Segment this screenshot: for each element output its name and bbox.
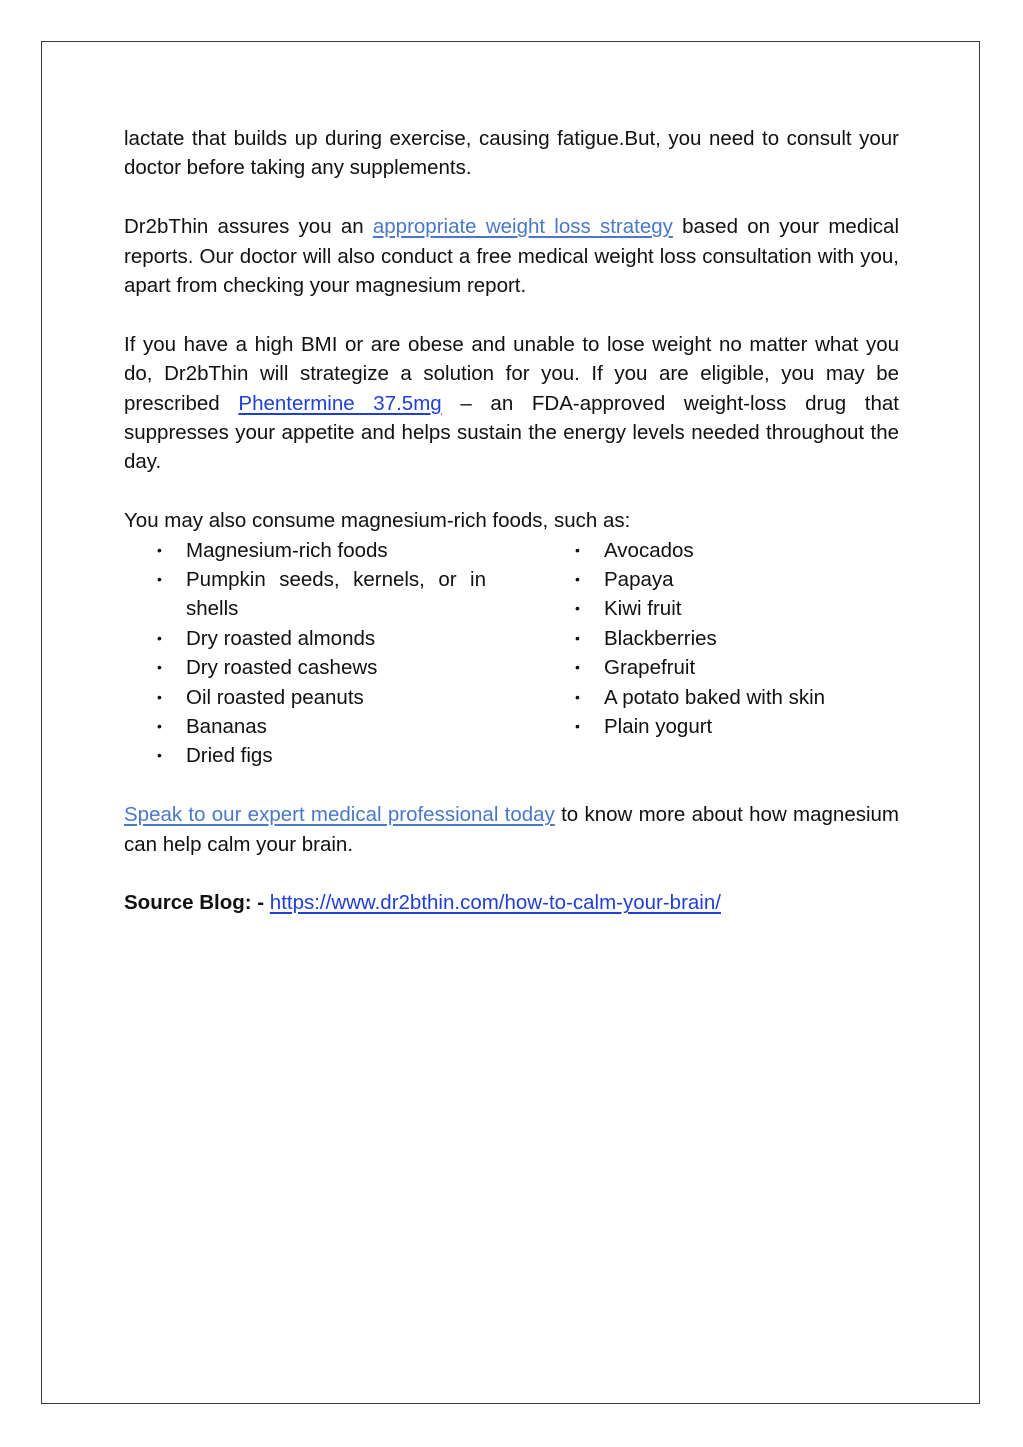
list-item-text: Pumpkin seeds, kernels, or in shells [186, 568, 486, 621]
bullet-icon: • [575, 541, 580, 558]
spacer [124, 859, 899, 888]
bullet-icon: • [575, 718, 580, 735]
list-item-text: Papaya [604, 568, 674, 592]
list-item [542, 683, 894, 712]
paragraph-call-to-action-text: to know more about how magnesium can help calm your brain. [124, 803, 899, 856]
list-item [542, 536, 894, 565]
list-item [542, 712, 894, 741]
bullet-icon: • [575, 659, 580, 676]
bullet-icon: • [157, 571, 162, 588]
list-item-text: Kiwi fruit [604, 597, 682, 621]
list-item-text: Avocados [604, 538, 694, 562]
paragraph-foods-intro: You may also consume magnesium-rich foods, such as: [124, 509, 631, 533]
list-item-text: Bananas [186, 715, 267, 739]
bullet-icon: • [157, 747, 162, 764]
source-line [124, 888, 899, 917]
list-item-text: Dried figs [186, 744, 273, 768]
paragraph-strategy-text-start: Dr2bThin assures you an [124, 215, 373, 239]
bullet-icon: • [575, 571, 580, 588]
list-item-text: Blackberries [604, 626, 717, 650]
list-item [124, 653, 486, 682]
spacer [124, 771, 899, 800]
list-item-text: Dry roasted almonds [186, 626, 376, 650]
list-item [542, 624, 894, 653]
food-lists [124, 536, 899, 771]
food-list-left [124, 536, 542, 771]
list-item [124, 536, 486, 565]
paragraph-bmi [124, 330, 899, 477]
source-blog-link[interactable]: https://www.dr2bthin.com/how-to-calm-your-brain/ [269, 891, 721, 915]
list-item [124, 683, 486, 712]
weight-loss-strategy-link[interactable]: appropriate weight loss strategy [372, 215, 673, 239]
list-item-text: Grapefruit [604, 656, 696, 680]
bullet-icon: • [157, 541, 162, 558]
list-item [542, 653, 894, 682]
phentermine-link[interactable]: Phentermine 37.5mg [238, 391, 442, 415]
bullet-icon: • [157, 629, 162, 646]
spacer [124, 477, 899, 506]
paragraph-strategy-text-end: based on your medical reports. Our doctor will also conduct a free medical weight loss consultation with you, apart from checking your magnesium report. [124, 215, 899, 298]
paragraph-bmi-text-start: If you have a high BMI or are obese and unable to lose weight no matter what you do, Dr2bThin will strategize a solution for you. If you are eligible, you may be prescribed [124, 332, 899, 415]
list-item-text: Oil roasted peanuts [186, 685, 364, 709]
list-item [124, 712, 486, 741]
list-item-text: Dry roasted cashews [186, 656, 378, 680]
list-item-text: Plain yogurt [604, 715, 713, 739]
food-list-right [542, 536, 899, 771]
expert-consultation-link[interactable]: Speak to our expert medical professional today [124, 803, 555, 827]
list-item-text: Magnesium-rich foods [186, 538, 388, 562]
source-label: Source Blog: - [124, 891, 270, 915]
bullet-icon: • [157, 718, 162, 735]
spacer [124, 300, 899, 329]
bullet-icon: • [575, 629, 580, 646]
list-item [124, 741, 486, 770]
spacer [124, 183, 899, 212]
bullet-icon: • [575, 688, 580, 705]
paragraph-supplements: lactate that builds up during exercise, causing fatigue.But, you need to consult your doctor before taking any supplements. [124, 127, 899, 180]
paragraph-call-to-action [124, 800, 899, 859]
bullet-icon: • [157, 659, 162, 676]
paragraph-bmi-text-end: – an FDA-approved weight-loss drug that suppresses your appetite and helps sustain the energy levels needed throughout the day. [124, 391, 899, 474]
list-item-text: A potato baked with skin [604, 685, 826, 709]
list-item [542, 565, 894, 594]
list-item [124, 624, 486, 653]
bullet-icon: • [157, 688, 162, 705]
bullet-icon: • [575, 600, 580, 617]
list-item [542, 594, 894, 623]
list-item [124, 565, 486, 624]
paragraph-strategy [124, 212, 899, 300]
document-body [124, 124, 899, 918]
